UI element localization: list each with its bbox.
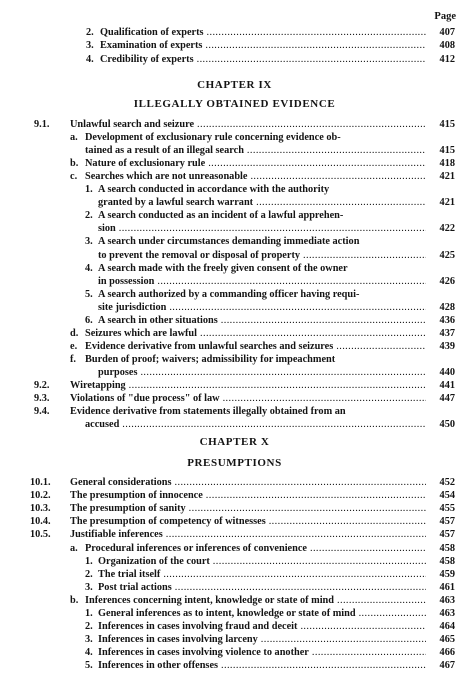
entry-title: General considerations ..... xyxy=(70,476,426,489)
entry-page-number: 436 xyxy=(439,315,455,326)
toc-entry xyxy=(0,489,469,502)
entry-number: 10.1. xyxy=(30,477,51,488)
entry-page-number: 466 xyxy=(439,647,455,658)
toc-entry xyxy=(0,327,469,340)
toc-entry xyxy=(0,620,469,633)
entry-page-number: 428 xyxy=(439,302,455,313)
entry-number: 4. xyxy=(85,647,93,658)
entry-page-number: 459 xyxy=(439,569,455,580)
entry-title: A search conducted in accordance with the authority xyxy=(98,184,330,195)
toc-entry xyxy=(0,118,469,131)
entry-number: e. xyxy=(70,341,78,352)
entry-page-number: 447 xyxy=(439,393,455,404)
entry-page-number: 457 xyxy=(439,516,455,527)
entry-page-number: 458 xyxy=(439,556,455,567)
entry-title: Qualification of experts ..... xyxy=(100,26,426,39)
entry-number: 4. xyxy=(85,263,93,274)
entry-title: A search conducted as an incident of a lawful apprehen- xyxy=(98,210,344,221)
entry-title: Inferences in cases involving larceny ..... xyxy=(98,633,426,646)
toc-entry xyxy=(0,542,469,555)
entry-page-number: 463 xyxy=(439,608,455,619)
entry-page-number: 465 xyxy=(439,634,455,645)
toc-entry xyxy=(0,183,469,196)
toc-entry xyxy=(0,353,469,366)
entry-number: 2. xyxy=(86,27,94,38)
entry-number: a. xyxy=(70,543,78,554)
entry-title: site jurisdiction ..... xyxy=(98,301,426,314)
toc-entry xyxy=(0,39,469,52)
entry-number: b. xyxy=(70,158,79,169)
chapter-9-heading: CHAPTER IX xyxy=(197,79,272,91)
toc-entry xyxy=(0,646,469,659)
entry-page-number: 441 xyxy=(439,380,455,391)
entry-number: 3. xyxy=(85,236,93,247)
entry-number: 9.3. xyxy=(34,393,50,404)
entry-title: Inferences in other offenses ..... xyxy=(98,659,426,672)
entry-title: Evidence derivative from statements illegally obtained from an xyxy=(70,406,346,417)
toc-entry xyxy=(0,594,469,607)
entry-page-number: 463 xyxy=(439,595,455,606)
entry-number: 1. xyxy=(85,184,93,195)
entry-page-number: 455 xyxy=(439,503,455,514)
toc-entry xyxy=(0,502,469,515)
chapter-10-title: PRESUMPTIONS xyxy=(187,457,282,469)
entry-title: Credibility of experts ..... xyxy=(100,53,426,66)
entry-title: accused ..... xyxy=(85,418,426,431)
entry-title: Organization of the court ..... xyxy=(98,555,426,568)
page-column-header: Page xyxy=(434,11,456,22)
entry-title: The presumption of sanity ..... xyxy=(70,502,426,515)
toc-entry xyxy=(0,366,469,379)
toc-entry xyxy=(0,405,469,418)
entry-page-number: 415 xyxy=(439,145,455,156)
toc-entry xyxy=(0,249,469,262)
entry-page-number: 457 xyxy=(439,529,455,540)
entry-title: Burden of proof; waivers; admissibility for impeachment xyxy=(85,354,336,365)
entry-number: 4. xyxy=(86,54,94,65)
toc-entry xyxy=(0,528,469,541)
entry-page-number: 440 xyxy=(439,367,455,378)
toc-entry xyxy=(0,144,469,157)
entry-title: The presumption of innocence ..... xyxy=(70,489,426,502)
toc-entry xyxy=(0,581,469,594)
entry-title: A search in other situations ..... xyxy=(98,314,426,327)
entry-number: 1. xyxy=(85,556,93,567)
entry-title: Unlawful search and seizure ..... xyxy=(70,118,426,131)
toc-entry xyxy=(0,26,469,39)
entry-page-number: 422 xyxy=(439,223,455,234)
toc-entry xyxy=(0,340,469,353)
entry-title: Searches which are not unreasonable ..... xyxy=(85,170,426,183)
entry-number: 5. xyxy=(85,289,93,300)
entry-number: 2. xyxy=(85,569,93,580)
entry-number: 6. xyxy=(85,315,93,326)
entry-number: f. xyxy=(70,354,77,365)
entry-page-number: 437 xyxy=(439,328,455,339)
toc-entry xyxy=(0,53,469,66)
entry-title: Examination of experts ..... xyxy=(100,39,426,52)
toc-entry xyxy=(0,262,469,275)
entry-number: 10.4. xyxy=(30,516,51,527)
entry-title: The presumption of competency of witnesses ..... xyxy=(70,515,426,528)
entry-number: 5. xyxy=(85,660,93,671)
toc-entry xyxy=(0,379,469,392)
entry-title: The trial itself ..... xyxy=(98,568,426,581)
entry-page-number: 412 xyxy=(439,54,455,65)
entry-page-number: 415 xyxy=(439,119,455,130)
entry-title: Justifiable inferences ..... xyxy=(70,528,426,541)
entry-number: 3. xyxy=(85,582,93,593)
entry-page-number: 418 xyxy=(439,158,455,169)
toc-entry xyxy=(0,659,469,672)
entry-title: sion ..... xyxy=(98,222,426,235)
toc-entry xyxy=(0,515,469,528)
toc-entry xyxy=(0,392,469,405)
entry-title: Nature of exclusionary rule ..... xyxy=(85,157,426,170)
entry-page-number: 426 xyxy=(439,276,455,287)
toc-entry xyxy=(0,314,469,327)
entry-title: Procedural inferences or inferences of convenience ..... xyxy=(85,542,426,555)
entry-number: b. xyxy=(70,595,79,606)
entry-title: Wiretapping ..... xyxy=(70,379,426,392)
chapter-10-heading: CHAPTER X xyxy=(199,436,270,448)
toc-entry xyxy=(0,555,469,568)
toc-entry xyxy=(0,131,469,144)
toc-entry xyxy=(0,157,469,170)
chapter-9-title: ILLEGALLY OBTAINED EVIDENCE xyxy=(133,98,336,110)
entry-title: General inferences as to intent, knowledge or state of mind ..... xyxy=(98,607,426,620)
entry-page-number: 439 xyxy=(439,341,455,352)
entry-title: Post trial actions ..... xyxy=(98,581,426,594)
entry-number: 10.3. xyxy=(30,503,51,514)
entry-page-number: 407 xyxy=(439,27,455,38)
entry-page-number: 454 xyxy=(439,490,455,501)
entry-page-number: 461 xyxy=(439,582,455,593)
entry-number: 10.2. xyxy=(30,490,51,501)
entry-number: 9.4. xyxy=(34,406,50,417)
entry-title: Inferences concerning intent, knowledge or state of mind ..... xyxy=(85,594,426,607)
toc-entry xyxy=(0,607,469,620)
entry-page-number: 452 xyxy=(439,477,455,488)
toc-entry xyxy=(0,633,469,646)
entry-title: A search authorized by a commanding officer having requi- xyxy=(98,289,360,300)
entry-title: Development of exclusionary rule concerning evidence ob- xyxy=(85,132,341,143)
entry-number: 2. xyxy=(85,621,93,632)
toc-entry xyxy=(0,476,469,489)
entry-title: A search under circumstances demanding immediate action xyxy=(98,236,360,247)
toc-entry xyxy=(0,275,469,288)
entry-number: 10.5. xyxy=(30,529,51,540)
entry-title: tained as a result of an illegal search ..... xyxy=(85,144,426,157)
entry-title: Seizures which are lawful ..... xyxy=(85,327,426,340)
toc-entry xyxy=(0,222,469,235)
entry-title: to prevent the removal or disposal of property ..... xyxy=(98,249,426,262)
toc-entry xyxy=(0,288,469,301)
entry-page-number: 425 xyxy=(439,250,455,261)
entry-number: 2. xyxy=(85,210,93,221)
entry-page-number: 421 xyxy=(439,171,455,182)
toc-entry xyxy=(0,568,469,581)
entry-number: a. xyxy=(70,132,78,143)
entry-number: 1. xyxy=(85,608,93,619)
entry-title: A search made with the freely given consent of the owner xyxy=(98,263,348,274)
entry-title: Evidence derivative from unlawful searches and seizures ..... xyxy=(85,340,426,353)
entry-number: 3. xyxy=(86,40,94,51)
entry-title: Inferences in cases involving violence to another ..... xyxy=(98,646,426,659)
entry-number: d. xyxy=(70,328,79,339)
entry-page-number: 421 xyxy=(439,197,455,208)
entry-title: Violations of "due process" of law ..... xyxy=(70,392,426,405)
toc-entry xyxy=(0,196,469,209)
toc-entry xyxy=(0,235,469,248)
entry-page-number: 458 xyxy=(439,543,455,554)
entry-title: granted by a lawful search warrant ..... xyxy=(98,196,426,209)
entry-page-number: 408 xyxy=(439,40,455,51)
entry-page-number: 450 xyxy=(439,419,455,430)
entry-title: Inferences in cases involving fraud and deceit ..... xyxy=(98,620,426,633)
toc-entry xyxy=(0,170,469,183)
entry-page-number: 464 xyxy=(439,621,455,632)
entry-number: c. xyxy=(70,171,78,182)
entry-title: purposes ..... xyxy=(98,366,426,379)
toc-entry xyxy=(0,418,469,431)
entry-number: 9.1. xyxy=(34,119,50,130)
entry-number: 3. xyxy=(85,634,93,645)
entry-number: 9.2. xyxy=(34,380,50,391)
toc-entry xyxy=(0,301,469,314)
toc-entry xyxy=(0,209,469,222)
entry-page-number: 467 xyxy=(439,660,455,671)
entry-title: in possession ..... xyxy=(98,275,426,288)
